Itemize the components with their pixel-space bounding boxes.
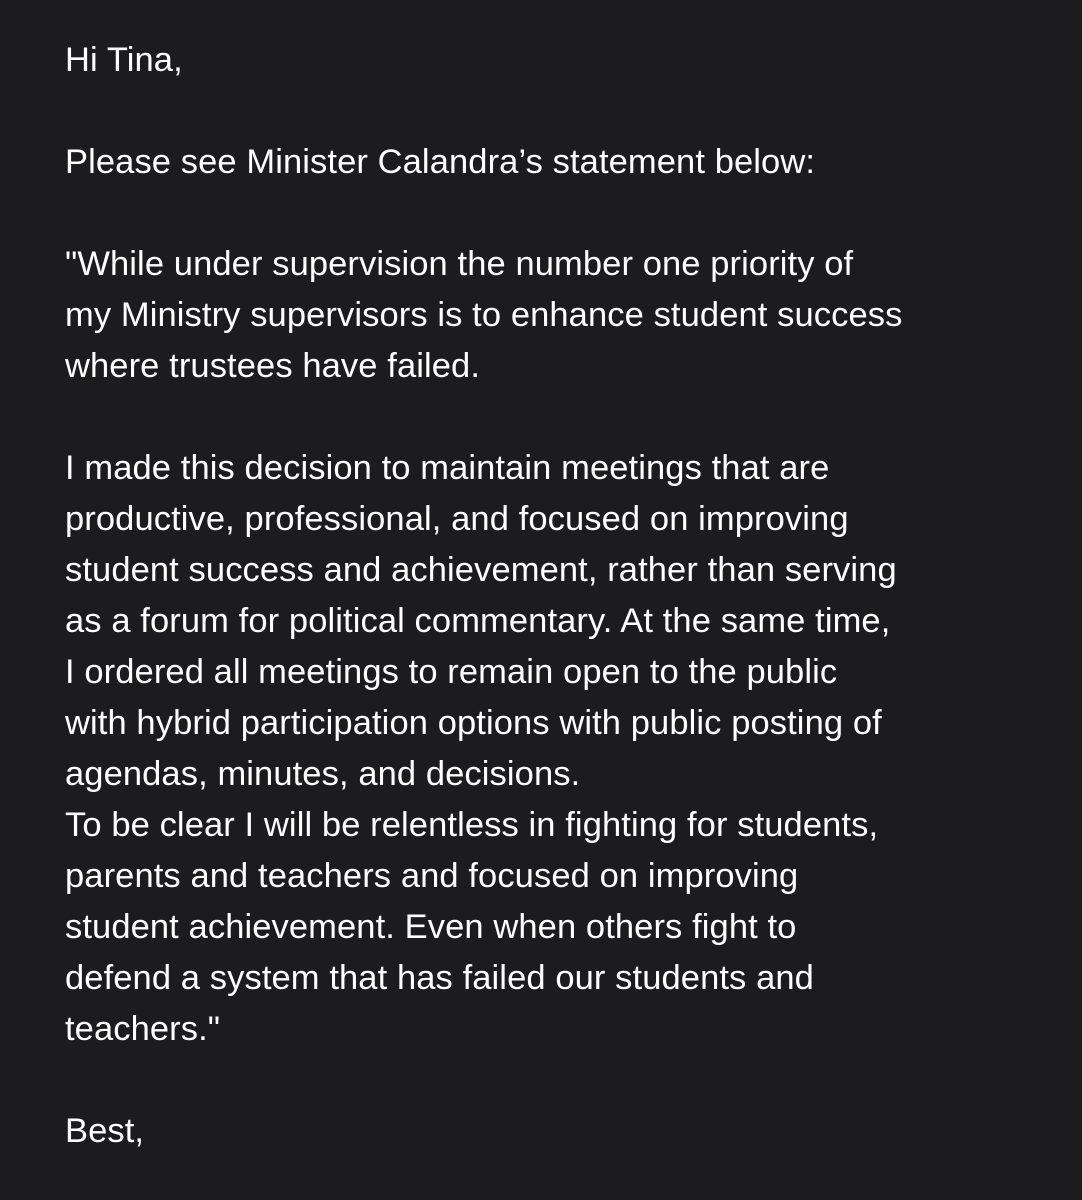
quote-line: I made this decision to maintain meetings that are <box>65 449 830 487</box>
quote-line: as a forum for political commentary. At the same time, <box>65 602 891 640</box>
quote-line: with hybrid participation options with public posting of <box>65 704 882 742</box>
signoff-text: Best, <box>65 1112 145 1150</box>
quote-line: student achievement. Even when others fight to <box>65 908 797 946</box>
quote-line: productive, professional, and focused on improving <box>65 500 849 538</box>
quote-line: student success and achievement, rather than serving <box>65 551 897 589</box>
quote-line: agendas, minutes, and decisions. <box>65 755 581 793</box>
quote-line: teachers." <box>65 1010 221 1048</box>
greeting-text: Hi Tina, <box>65 41 183 79</box>
quote-line: I ordered all meetings to remain open to the public <box>65 653 838 691</box>
quote-line: defend a system that has failed our students and <box>65 959 814 997</box>
quote-line: To be clear I will be relentless in fighting for students, <box>65 806 879 844</box>
quote-line: my Ministry supervisors is to enhance student success <box>65 296 903 334</box>
intro-text: Please see Minister Calandra’s statement below: <box>65 143 816 181</box>
quote-line: "While under supervision the number one priority of <box>65 245 854 283</box>
quote-line: parents and teachers and focused on improving <box>65 857 799 895</box>
quote-line: where trustees have failed. <box>65 347 481 385</box>
